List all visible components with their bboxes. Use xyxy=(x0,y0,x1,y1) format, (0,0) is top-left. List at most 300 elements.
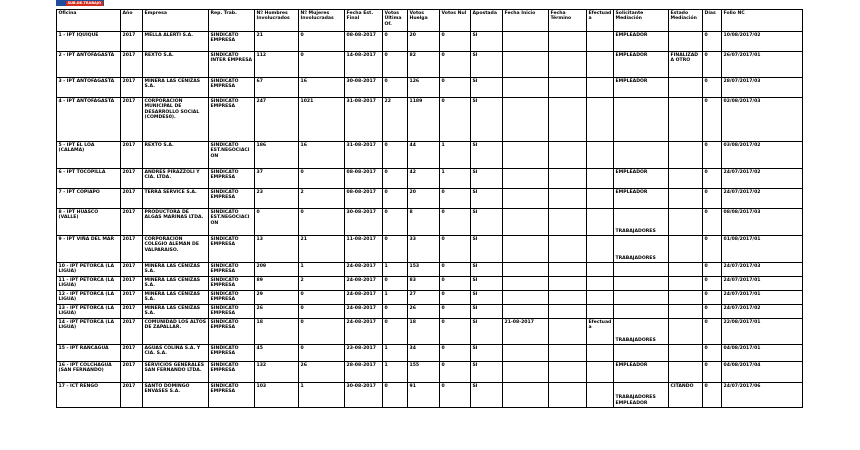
table-cell: SI xyxy=(471,78,503,98)
table-cell: 0 xyxy=(440,98,471,142)
table-cell: 23 xyxy=(255,189,299,209)
table-cell: MELLA ALERTI S.A. xyxy=(143,32,209,52)
table-cell: SINDICATO EMPRESA xyxy=(209,345,255,362)
table-cell: 2017 xyxy=(121,277,143,291)
table-cell: 2017 xyxy=(121,362,143,383)
table-cell: 0 xyxy=(703,319,722,345)
table-cell: 89 xyxy=(255,277,299,291)
table-cell: EMPLEADOR xyxy=(614,78,669,98)
table-cell xyxy=(669,209,703,236)
table-cell: 103 xyxy=(255,383,299,408)
table-cell: 21 xyxy=(255,32,299,52)
table-cell: SI xyxy=(471,189,503,209)
table-cell: 2017 xyxy=(121,169,143,189)
table-cell: EMPLEADOR xyxy=(614,189,669,209)
table-cell: 0 xyxy=(703,32,722,52)
table-cell: 2017 xyxy=(121,142,143,169)
institution-logo xyxy=(56,0,104,6)
table-cell: 0 xyxy=(383,383,408,408)
table-cell: 8 xyxy=(408,209,440,236)
table-cell: 11 - IPT PETORCA (LA LIGUA) xyxy=(57,277,121,291)
table-cell: 20 xyxy=(408,32,440,52)
table-cell xyxy=(587,78,614,98)
table-cell: 3 - IPT ANTOFAGASTA xyxy=(57,78,121,98)
table-cell: 20 xyxy=(408,189,440,209)
table-cell xyxy=(587,142,614,169)
table-cell: SI xyxy=(471,32,503,52)
table-cell: 126 xyxy=(408,78,440,98)
table-cell: 0 xyxy=(440,291,471,305)
table-cell: 02/08/2017/03 xyxy=(722,98,803,142)
table-cell: AGUAS COLINA S.A. Y CIA. S.A. xyxy=(143,345,209,362)
table-cell: 0 xyxy=(703,345,722,362)
table-cell: 2017 xyxy=(121,32,143,52)
table-cell: SINDICATO EMPRESA xyxy=(209,291,255,305)
table-cell xyxy=(669,305,703,319)
table-cell: SI xyxy=(471,345,503,362)
table-cell: 0 xyxy=(299,291,345,305)
table-cell: SINDICATO EMPRESA xyxy=(209,362,255,383)
table-cell xyxy=(587,277,614,291)
table-cell: 01/08/2017/01 xyxy=(722,236,803,263)
table-cell: EMPLEADOR xyxy=(614,52,669,78)
table-cell: 26 xyxy=(299,362,345,383)
table-cell: 83 xyxy=(408,277,440,291)
table-cell: 2017 xyxy=(121,189,143,209)
table-cell: SI xyxy=(471,362,503,383)
table-cell: 0 xyxy=(440,32,471,52)
table-cell xyxy=(503,52,549,78)
column-header: Folio NC xyxy=(722,10,803,32)
table-cell: SI xyxy=(471,236,503,263)
table-cell xyxy=(503,383,549,408)
table-row xyxy=(57,319,803,345)
table-cell: 2 - IPT ANTOFAGASTA xyxy=(57,52,121,78)
table-cell: 1 xyxy=(383,345,408,362)
table-cell: 0 xyxy=(383,319,408,345)
table-cell: TRABAJADORES xyxy=(614,236,669,263)
table-cell: SINDICATO EST.NEGOCIACION xyxy=(209,142,255,169)
table-cell: SERVICIOS GENERALES SAN FERNANDO LTDA. xyxy=(143,362,209,383)
table-cell: 24-08-2017 xyxy=(345,263,383,277)
table-cell: Efectuada xyxy=(587,319,614,345)
table-cell: 0 xyxy=(440,305,471,319)
column-header: Votos Última Of. xyxy=(383,10,408,32)
table-cell: 28-08-2017 xyxy=(345,362,383,383)
table-cell: 0 xyxy=(703,263,722,277)
table-cell: 0 xyxy=(703,78,722,98)
table-cell: 13 xyxy=(255,236,299,263)
table-cell: 0 xyxy=(703,236,722,263)
table-cell xyxy=(503,189,549,209)
table-cell: 24/07/2017/06 xyxy=(722,383,803,408)
table-cell: 22/08/2017/01 xyxy=(722,319,803,345)
table-cell xyxy=(549,52,587,78)
table-cell: 2017 xyxy=(121,319,143,345)
table-cell xyxy=(614,263,669,277)
table-cell: 132 xyxy=(255,362,299,383)
table-cell: 247 xyxy=(255,98,299,142)
table-cell: 2 xyxy=(299,189,345,209)
table-cell: 2 xyxy=(299,277,345,291)
table-row xyxy=(57,236,803,263)
table-cell: 08-08-2017 xyxy=(345,32,383,52)
table-cell: 1021 xyxy=(299,98,345,142)
table-cell: 0 xyxy=(299,52,345,78)
table-cell: 03/08/2017/02 xyxy=(722,142,803,169)
column-header: Rep. Trab. xyxy=(209,10,255,32)
table-cell xyxy=(549,189,587,209)
table-cell: 0 xyxy=(440,319,471,345)
table-cell: 0 xyxy=(299,319,345,345)
table-cell: SINDICATO EMPRESA xyxy=(209,319,255,345)
table-cell: 0 xyxy=(440,263,471,277)
table-cell: 0 xyxy=(703,142,722,169)
table-cell: 30-08-2017 xyxy=(345,78,383,98)
table-cell: 0 xyxy=(440,236,471,263)
table-cell: SINDICATO EMPRESA xyxy=(209,263,255,277)
table-cell xyxy=(503,98,549,142)
table-cell xyxy=(587,362,614,383)
table-cell: 0 xyxy=(383,52,408,78)
table-cell xyxy=(549,32,587,52)
table-cell: MINERA LAS CENIZAS S.A. xyxy=(143,305,209,319)
table-cell: 0 xyxy=(383,277,408,291)
column-header: Fecha Inicio xyxy=(503,10,549,32)
table-cell xyxy=(549,319,587,345)
table-cell: SINDICATO EMPRESA xyxy=(209,383,255,408)
table-cell: 0 xyxy=(703,52,722,78)
table-cell: 0 xyxy=(703,98,722,142)
table-cell: 37 xyxy=(255,169,299,189)
table-cell: 22 xyxy=(383,98,408,142)
table-cell: 2017 xyxy=(121,98,143,142)
table-cell: SI xyxy=(471,52,503,78)
table-cell: 1 xyxy=(383,362,408,383)
table-cell xyxy=(503,236,549,263)
table-row xyxy=(57,291,803,305)
table-cell: 10/08/2017/02 xyxy=(722,32,803,52)
table-cell xyxy=(587,291,614,305)
table-cell: 18 xyxy=(255,319,299,345)
table-cell xyxy=(669,319,703,345)
table-cell xyxy=(503,277,549,291)
table-cell: 0 xyxy=(383,305,408,319)
table-cell: SINDICATO INTER EMPRESA xyxy=(209,52,255,78)
table-cell: 08/08/2017/03 xyxy=(722,209,803,236)
table-cell: 1 xyxy=(440,169,471,189)
table-cell: 0 xyxy=(703,169,722,189)
table-cell: 0 xyxy=(299,305,345,319)
table-cell xyxy=(587,383,614,408)
table-cell: 0 xyxy=(383,78,408,98)
table-cell: 2017 xyxy=(121,345,143,362)
table-cell: 24-08-2017 xyxy=(345,291,383,305)
table-cell: MINERA LAS CENIZAS S.A. xyxy=(143,277,209,291)
table-cell: 0 xyxy=(383,142,408,169)
table-cell: 155 xyxy=(408,362,440,383)
table-cell: 2017 xyxy=(121,209,143,236)
table-cell: 0 xyxy=(703,189,722,209)
table-cell: SI xyxy=(471,209,503,236)
table-cell: 0 xyxy=(383,209,408,236)
table-cell: 0 xyxy=(703,383,722,408)
table-cell: 14-08-2017 xyxy=(345,52,383,78)
table-cell: 29 xyxy=(255,291,299,305)
table-cell: 4 - IPT ANTOFAGASTA xyxy=(57,98,121,142)
strikes-table xyxy=(56,9,803,408)
table-cell: TRABAJADORES EMPLEADOR xyxy=(614,383,669,408)
table-cell: 112 xyxy=(255,52,299,78)
table-cell: 24/07/2017/01 xyxy=(722,291,803,305)
table-cell: 26/07/2017/01 xyxy=(722,52,803,78)
table-cell: 5 - IPT EL LOA (CALAMA) xyxy=(57,142,121,169)
table-cell xyxy=(669,291,703,305)
table-cell: 24/07/2017/02 xyxy=(722,189,803,209)
table-cell: 34 xyxy=(408,345,440,362)
table-cell xyxy=(549,263,587,277)
table-cell: 0 xyxy=(703,291,722,305)
table-cell: 24-08-2017 xyxy=(345,319,383,345)
table-cell: MINERA LAS CENIZAS S.A. xyxy=(143,78,209,98)
column-header: Nº Mujeres Involucradas xyxy=(299,10,345,32)
column-header: Apostada xyxy=(471,10,503,32)
table-cell xyxy=(669,78,703,98)
table-cell: FINALIZADA OTRO xyxy=(669,52,703,78)
table-cell: 13 - IPT PETORCA (LA LIGUA) xyxy=(57,305,121,319)
table-cell: 12 - IPT PETORCA (LA LIGUA) xyxy=(57,291,121,305)
table-cell: SINDICATO EMPRESA xyxy=(209,305,255,319)
column-header: Oficina xyxy=(57,10,121,32)
table-cell: 18 xyxy=(408,319,440,345)
table-cell xyxy=(503,142,549,169)
table-cell: SINDICATO EMPRESA xyxy=(209,189,255,209)
table-cell: 0 xyxy=(299,345,345,362)
table-row xyxy=(57,362,803,383)
table-cell xyxy=(614,98,669,142)
column-header: Votos Huelga xyxy=(408,10,440,32)
table-cell: 24-08-2017 xyxy=(345,305,383,319)
table-cell: TERRA SERVICE S.A. xyxy=(143,189,209,209)
table-cell: SINDICATO EST.NEGOCIACION xyxy=(209,209,255,236)
table-cell: 0 xyxy=(299,32,345,52)
table-cell xyxy=(587,305,614,319)
table-cell xyxy=(669,32,703,52)
table-cell: 27 xyxy=(408,291,440,305)
table-cell: 17 - ICT RENGO xyxy=(57,383,121,408)
table-cell xyxy=(587,236,614,263)
table-row xyxy=(57,209,803,236)
table-cell: 1 xyxy=(383,263,408,277)
table-cell: 91 xyxy=(408,383,440,408)
table-cell xyxy=(503,78,549,98)
table-cell: SI xyxy=(471,291,503,305)
column-header: Votos Nul xyxy=(440,10,471,32)
table-cell xyxy=(669,189,703,209)
table-cell: 0 xyxy=(703,362,722,383)
table-cell: 6 - IPT TOCOPILLA xyxy=(57,169,121,189)
table-cell: TRABAJADORES xyxy=(614,319,669,345)
table-cell: 04/08/2017/04 xyxy=(722,362,803,383)
table-cell: EMPLEADOR xyxy=(614,32,669,52)
table-cell: 28/07/2017/03 xyxy=(722,78,803,98)
table-cell: SI xyxy=(471,277,503,291)
table-cell xyxy=(669,263,703,277)
logo-label: SUB.DE.TRABAJO xyxy=(67,0,101,5)
table-cell: 0 xyxy=(440,78,471,98)
table-cell: 15 - IPT RANCAGUA xyxy=(57,345,121,362)
table-cell: 186 xyxy=(255,142,299,169)
table-row xyxy=(57,32,803,52)
table-cell: 0 xyxy=(703,277,722,291)
table-cell xyxy=(549,383,587,408)
table-cell: 1 - IPT IQUIQUE xyxy=(57,32,121,52)
table-cell: 0 xyxy=(440,362,471,383)
table-cell: 0 xyxy=(299,169,345,189)
table-cell: 1 xyxy=(299,263,345,277)
table-row xyxy=(57,305,803,319)
table-cell: 1189 xyxy=(408,98,440,142)
table-cell: 7 - IPT COPIAPO xyxy=(57,189,121,209)
table-cell xyxy=(587,98,614,142)
table-cell: PRODUCTORA DE ALGAS MARINAS LTDA. xyxy=(143,209,209,236)
table-cell: 1 xyxy=(383,291,408,305)
table-cell: 16 xyxy=(299,78,345,98)
table-cell: 2017 xyxy=(121,236,143,263)
table-cell: 0 xyxy=(383,236,408,263)
table-cell xyxy=(614,345,669,362)
table-cell: SINDICATO EMPRESA xyxy=(209,169,255,189)
table-cell: 14 - IPT PETORCA (LA LIGUA) xyxy=(57,319,121,345)
table-cell: 0 xyxy=(440,52,471,78)
table-cell xyxy=(549,209,587,236)
table-cell: TRABAJADORES xyxy=(614,209,669,236)
table-cell: 08-08-2017 xyxy=(345,169,383,189)
table-cell: 0 xyxy=(440,209,471,236)
table-cell: REXTO S.A. xyxy=(143,52,209,78)
table-cell: 21-08-2017 xyxy=(503,319,549,345)
table-cell: 2017 xyxy=(121,305,143,319)
table-cell: MINERA LAS CENIZAS S.A. xyxy=(143,263,209,277)
table-cell xyxy=(549,142,587,169)
table-cell: SANTO DOMINGO ENVASES S.A. xyxy=(143,383,209,408)
table-cell: ANDRES PIRAZZOLI Y CIA. LTDA. xyxy=(143,169,209,189)
table-cell: CITANDO xyxy=(669,383,703,408)
table-cell xyxy=(614,142,669,169)
table-row xyxy=(57,345,803,362)
table-cell xyxy=(614,305,669,319)
table-cell xyxy=(669,362,703,383)
table-cell: 2017 xyxy=(121,383,143,408)
column-header: Efectuada xyxy=(587,10,614,32)
table-cell: 11-08-2017 xyxy=(345,236,383,263)
table-cell: 0 xyxy=(383,32,408,52)
table-row xyxy=(57,98,803,142)
table-cell xyxy=(669,345,703,362)
table-cell: 16 - IPT COLCHAGUA (SAN FERNANDO) xyxy=(57,362,121,383)
column-header: Nº Hombres Involucrados xyxy=(255,10,299,32)
table-cell xyxy=(669,236,703,263)
table-cell xyxy=(587,189,614,209)
table-cell: SI xyxy=(471,142,503,169)
table-row xyxy=(57,52,803,78)
table-cell: 10 - IPT PETORCA (LA LIGUA) xyxy=(57,263,121,277)
table-cell: 16 xyxy=(299,142,345,169)
table-cell: 31-08-2017 xyxy=(345,142,383,169)
table-cell: SINDICATO EMPRESA xyxy=(209,277,255,291)
table-cell: EMPLEADOR xyxy=(614,169,669,189)
table-cell xyxy=(669,142,703,169)
table-row xyxy=(57,263,803,277)
table-cell: 0 xyxy=(440,277,471,291)
table-cell: 9 - IPT VIÑA DEL MAR xyxy=(57,236,121,263)
table-cell xyxy=(614,291,669,305)
table-cell: COMUNIDAD LOS ALTOS DE ZAPALLAR. xyxy=(143,319,209,345)
table-cell xyxy=(503,169,549,189)
table-cell xyxy=(587,32,614,52)
table-cell xyxy=(587,209,614,236)
table-cell xyxy=(503,263,549,277)
table-cell xyxy=(669,169,703,189)
table-cell: SINDICATO EMPRESA xyxy=(209,32,255,52)
table-cell: 2017 xyxy=(121,263,143,277)
table-cell: 2017 xyxy=(121,291,143,305)
table-cell: 0 xyxy=(440,383,471,408)
column-header: Fecha Est. Final xyxy=(345,10,383,32)
table-cell: 0 xyxy=(299,209,345,236)
table-cell: 21 xyxy=(299,236,345,263)
table-cell: 31-08-2017 xyxy=(345,98,383,142)
table-cell xyxy=(549,345,587,362)
table-cell: 23-08-2017 xyxy=(345,345,383,362)
table-cell xyxy=(587,263,614,277)
column-header: Días xyxy=(703,10,722,32)
table-cell xyxy=(549,236,587,263)
table-cell xyxy=(549,98,587,142)
table-cell xyxy=(503,305,549,319)
table-cell: 45 xyxy=(255,345,299,362)
table-cell: SINDICATO EMPRESA xyxy=(209,78,255,98)
table-cell: SI xyxy=(471,98,503,142)
table-row xyxy=(57,277,803,291)
table-cell: 0 xyxy=(383,169,408,189)
table-cell: 153 xyxy=(408,263,440,277)
table-cell: 0 xyxy=(703,305,722,319)
table-cell: 0 xyxy=(440,189,471,209)
column-header: Año xyxy=(121,10,143,32)
table-row xyxy=(57,78,803,98)
table-cell: 8 - IPT HUASCO (VALLE) xyxy=(57,209,121,236)
table-cell xyxy=(669,277,703,291)
table-cell: 209 xyxy=(255,263,299,277)
table-cell: 24/07/2017/03 xyxy=(722,263,803,277)
table-cell: 08-08-2017 xyxy=(345,189,383,209)
table-cell: 0 xyxy=(255,209,299,236)
table-cell: 24/07/2017/02 xyxy=(722,169,803,189)
table-row xyxy=(57,383,803,408)
column-header: Fecha Término xyxy=(549,10,587,32)
table-header-row xyxy=(57,10,803,32)
column-header: Empresa xyxy=(143,10,209,32)
table-cell: 30-08-2017 xyxy=(345,209,383,236)
table-cell: SI xyxy=(471,169,503,189)
table-cell: 24/07/2017/01 xyxy=(722,277,803,291)
table-cell xyxy=(549,362,587,383)
column-header: Solicitante Mediación xyxy=(614,10,669,32)
table-cell: 1 xyxy=(440,142,471,169)
table-cell xyxy=(549,305,587,319)
table-cell xyxy=(549,277,587,291)
